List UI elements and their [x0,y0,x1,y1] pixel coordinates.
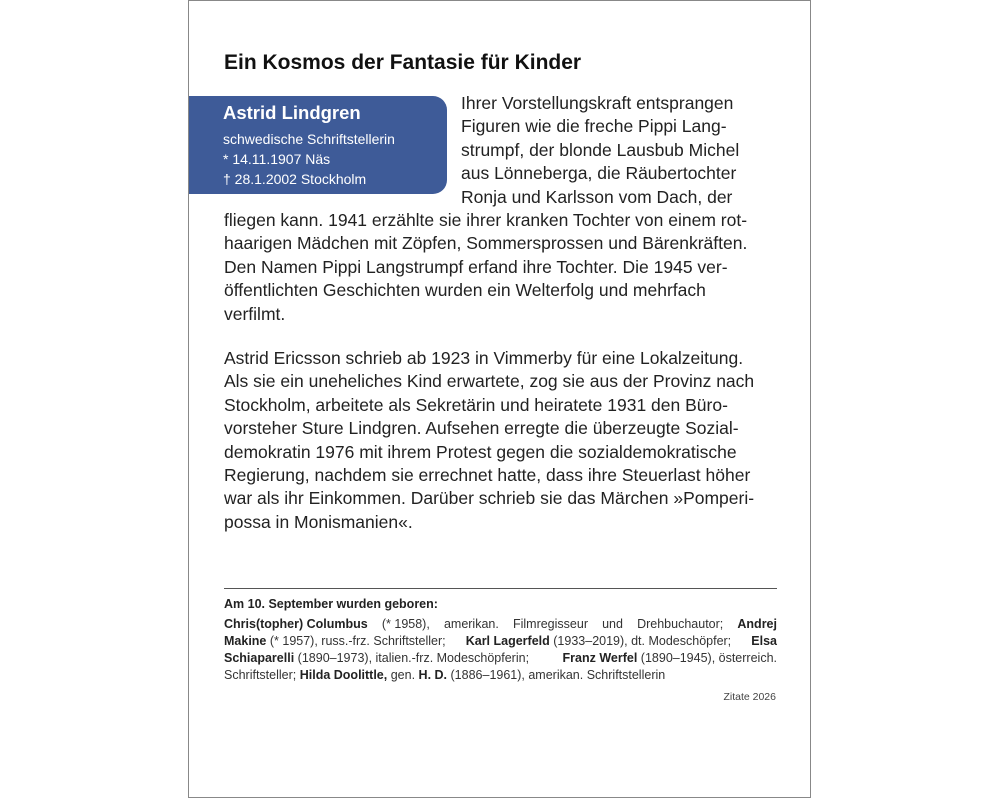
person-name: Schiaparelli [224,651,295,665]
person-info: (* 1957), russ.-frz. Schriftsteller; [269,634,446,648]
person-name: Hilda Doolittle, [299,668,388,682]
births-segment: Drehbuchautor; [637,617,724,631]
text-line: Astrid Ericsson schrieb ab 1923 in Vimmerby für eine Lokalzeitung. [224,348,744,368]
births-segment: Filmregisseur [512,617,588,631]
text-line: aus Lönneberga, die Räubertochter [461,163,737,184]
person-info: (1886–1961), amerikan. Schriftstellerin [450,668,666,682]
text-line: war als ihr Einkommen. Darüber schrieb sie das Märchen »Pomperi- [224,488,755,509]
text-line: demokratin 1976 mit ihrem Protest gegen die sozialdemokratische [224,441,737,462]
person-name: H. D. [418,668,448,682]
text-line: Den Namen Pippi Langstrumpf erfand ihre Tochter. Die 1945 ver- [224,256,728,277]
paragraph-1-continuation [224,209,747,326]
text-line: Als sie ein uneheliches Kind erwartete, zog sie aus der Provinz nach [224,371,755,392]
person-name: Chris(topher) Columbus [224,617,368,631]
text-line: Figuren wie die freche Pippi Lang- [461,116,727,137]
births-segment [224,634,446,648]
person-name: Franz Werfel [562,651,638,665]
text-line: Ihrer Vorstellungskraft entsprangen [461,93,734,113]
births-line [224,651,777,665]
person-info: (1890–1945), österreich. [640,651,777,665]
person-name: Karl Lagerfeld [465,634,550,648]
births-segment [224,617,368,631]
text-line: strumpf, der blonde Lausbub Michel [461,139,740,160]
births-segment [737,617,777,631]
text-line: öffentlichten Geschichten wurden ein Welterfolg und mehrfach [224,280,706,301]
text-line: verfilmt. [224,303,286,324]
text-line: Ronja und Karlsson vom Dach, der [461,186,733,207]
births-segment: (* 1958), [381,617,430,631]
text-line: possa in Monismanien«. [224,511,413,532]
births-line [224,668,777,682]
births-segment [224,651,529,665]
person-name: Makine [224,634,267,648]
births-segment [751,634,777,648]
biography-box [189,96,447,194]
bio-death: † 28.1.2002 Stockholm [223,171,367,187]
paragraph-1-beside-box [461,92,739,209]
births-segment [466,634,731,648]
births-line [224,617,777,631]
text-line: Stockholm, arbeitete als Sekretärin und heiratete 1931 den Büro- [224,394,728,415]
births-line [224,634,777,648]
person-info: (1890–1973), italien.-frz. Modeschöpferin; [297,651,530,665]
page-title: Ein Kosmos der Fantasie für Kinder [224,51,582,74]
births-segment [563,651,777,665]
text-line: Regierung, nachdem sie errechnet hatte, dass ihre Steuerlast höher [224,465,751,486]
births-segment: und [602,617,623,631]
person-info: (1933–2019), dt. Modeschöpfer; [553,634,732,648]
person-info: Schriftsteller; [224,668,297,682]
bio-occupation: schwedische Schriftstellerin [223,131,395,147]
person-name: Andrej [737,617,777,631]
text-line: haarigen Mädchen mit Zöpfen, Sommersprossen und Bärenkräften. [224,233,748,254]
section-divider [224,588,777,589]
footer-label: Zitate 2026 [723,691,776,703]
calendar-page [188,0,811,798]
births-heading: Am 10. September wurden geboren: [224,597,438,611]
births-segment: amerikan. [443,617,499,631]
text-line: fliegen kann. 1941 erzählte sie ihrer kranken Tochter von einem rot- [224,210,748,230]
person-name: Elsa [751,634,777,648]
bio-name: Astrid Lindgren [223,102,361,123]
person-info: gen. [390,668,416,682]
paragraph-2 [224,347,754,534]
text-line: vorsteher Sture Lindgren. Aufsehen erregte die überzeugte Sozial- [224,418,739,439]
bio-birth: * 14.11.1907 Näs [223,151,331,167]
